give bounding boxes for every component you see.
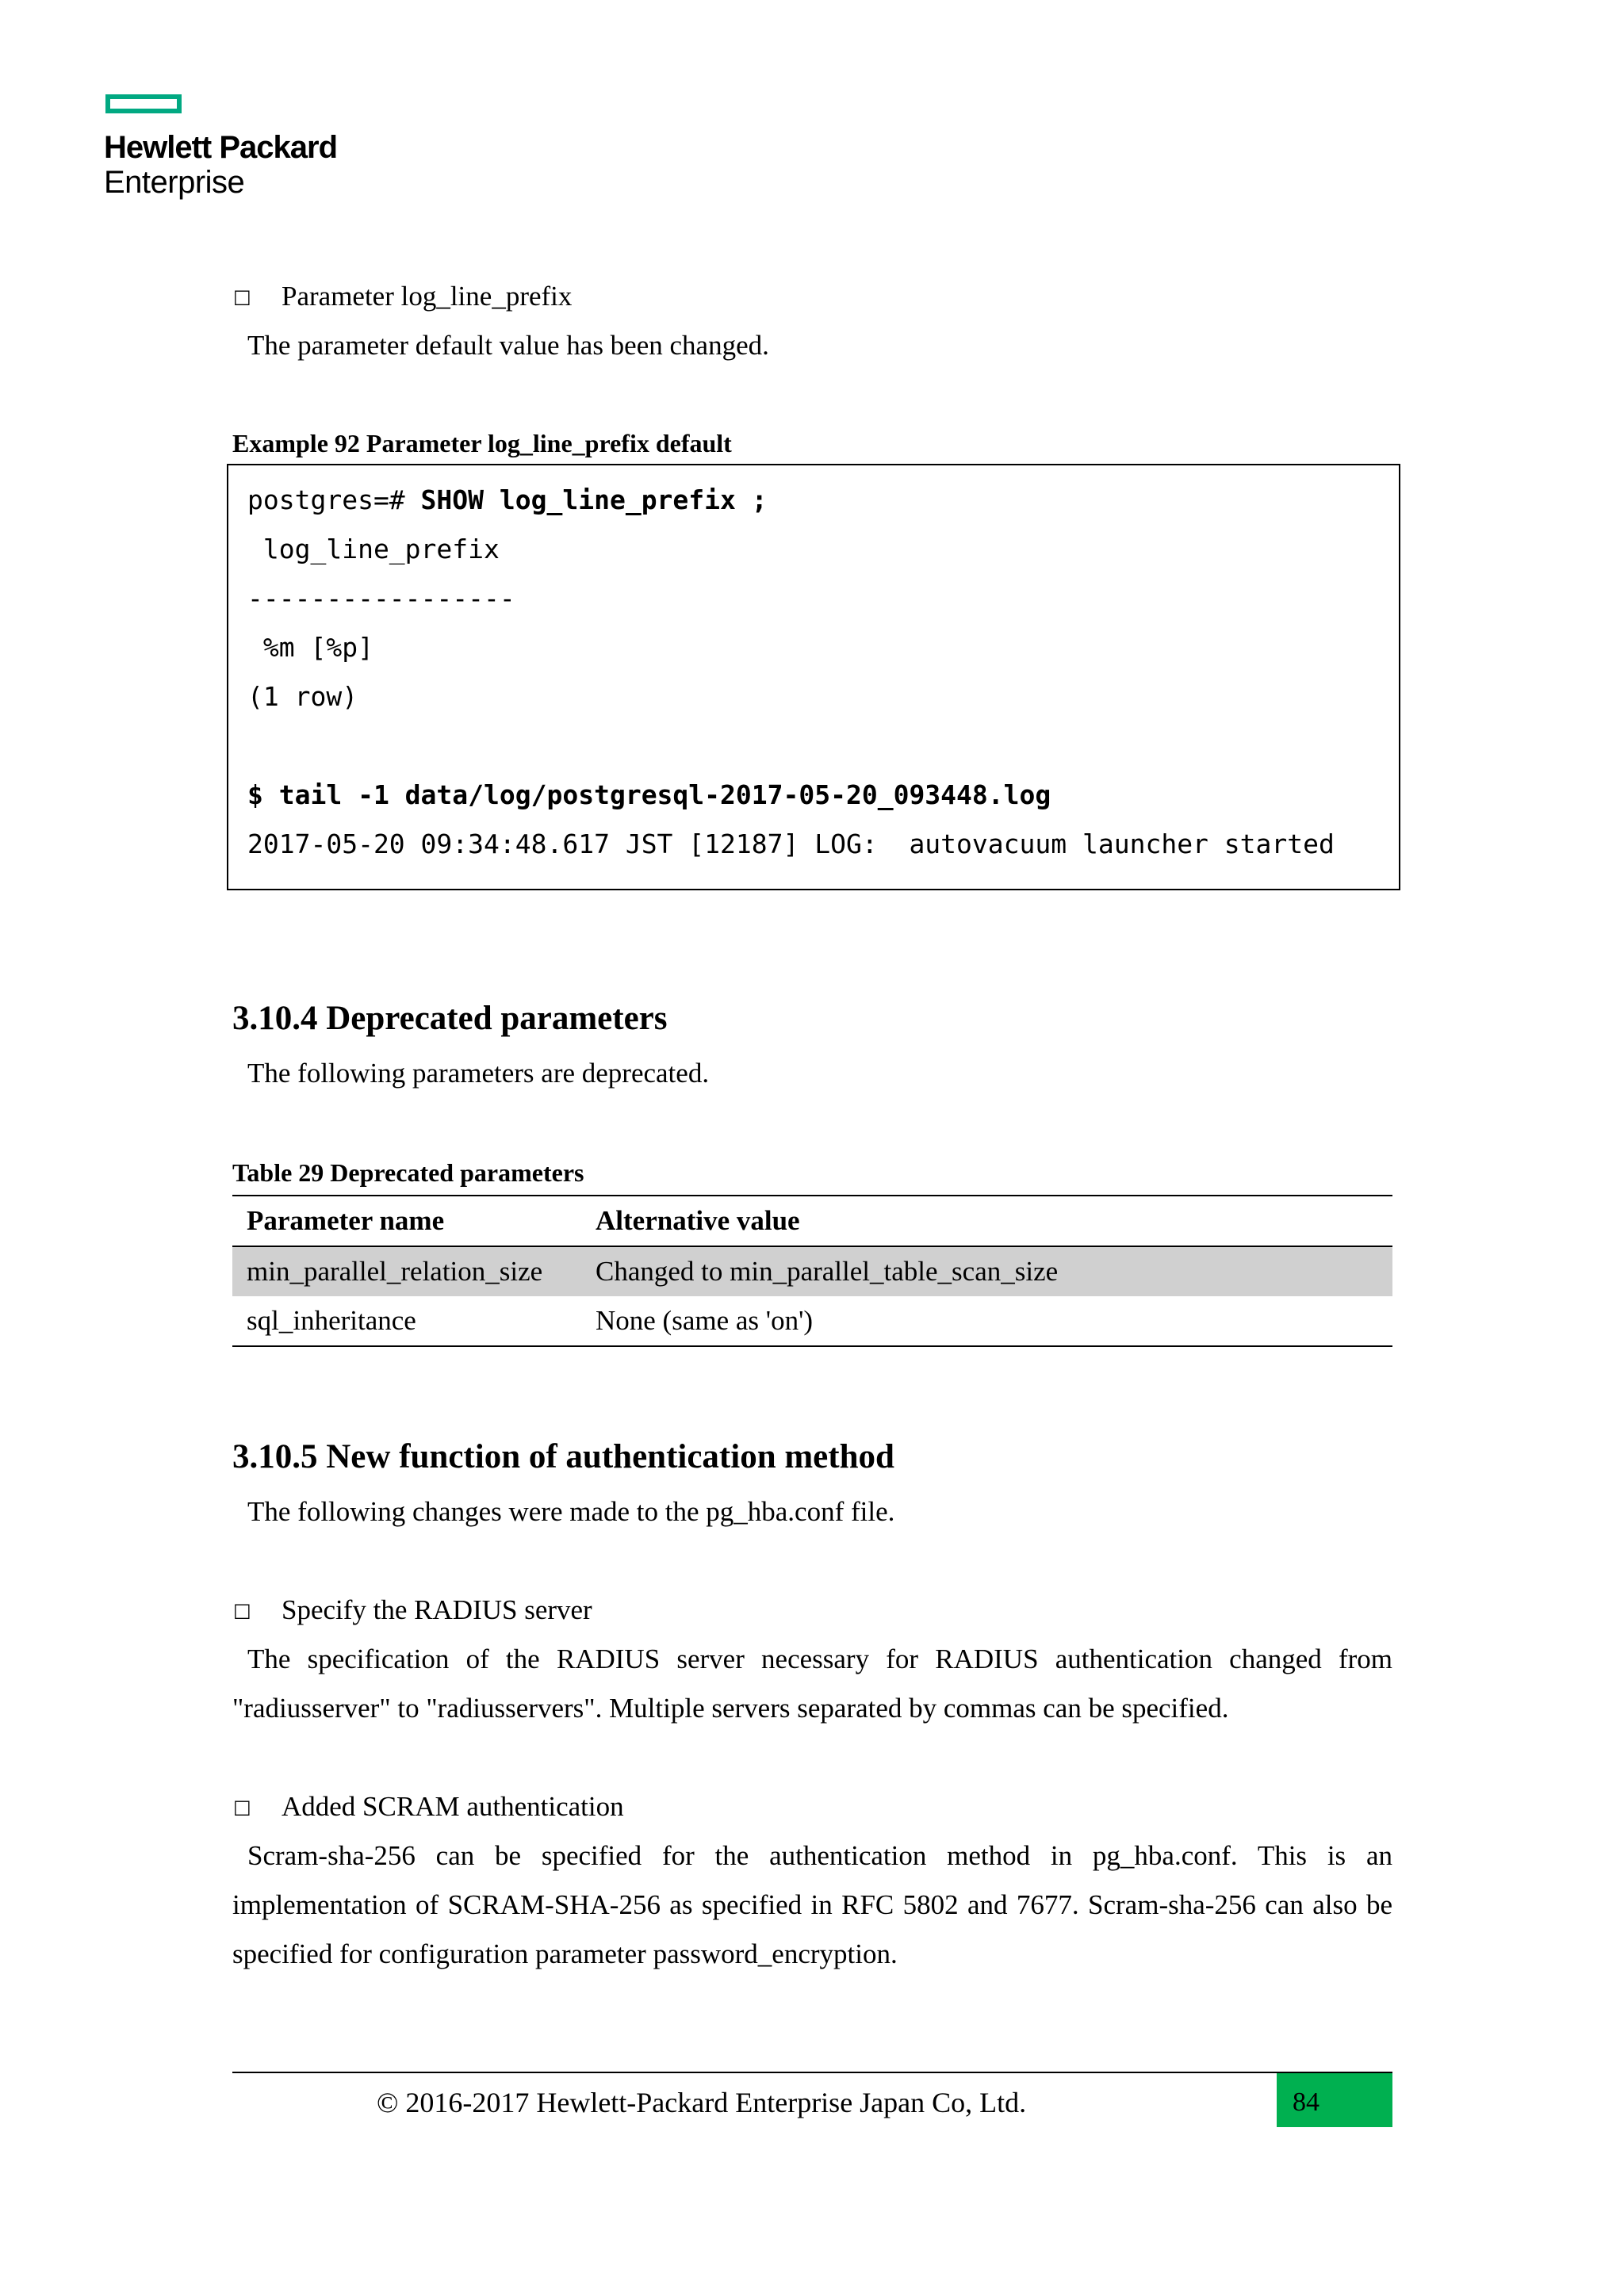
code-prompt: postgres=# xyxy=(247,484,421,515)
paragraph-radius-line-1: The specification of the RADIUS server necessary for RADIUS authentication changed from xyxy=(247,1644,1392,1674)
example-caption: Example 92 Parameter log_line_prefix default xyxy=(232,429,732,457)
footer-divider xyxy=(232,2072,1392,2073)
column-header-parameter-name: Parameter name xyxy=(232,1196,581,1246)
paragraph-scram-line-3: specified for configuration parameter password_encryption. xyxy=(232,1938,898,1969)
code-line-5: (1 row) xyxy=(247,681,358,712)
code-line-7: $ tail -1 data/log/postgresql-2017-05-20_093448.log xyxy=(247,779,1051,810)
table-cell: None (same as 'on') xyxy=(581,1296,1392,1346)
table-row xyxy=(232,1296,1392,1346)
table-row xyxy=(232,1246,1392,1296)
checkbox-bullet-icon: □ xyxy=(233,1599,251,1621)
column-header-alternative-value: Alternative value xyxy=(581,1196,1392,1246)
table-header-row xyxy=(232,1196,1392,1246)
checkbox-bullet-icon: □ xyxy=(233,285,251,308)
paragraph-radius-line-2: "radiusserver" to "radiusservers". Multiple servers separated by commas can be specified. xyxy=(232,1693,1229,1724)
code-command: SHOW log_line_prefix ; xyxy=(420,484,768,515)
code-line-1 xyxy=(247,484,768,516)
code-block xyxy=(227,464,1400,890)
bullet-title-scram: Added SCRAM authentication xyxy=(282,1791,624,1822)
bullet-title-log-line-prefix: Parameter log_line_prefix xyxy=(282,281,573,312)
bullet-title-radius: Specify the RADIUS server xyxy=(282,1594,592,1625)
table-cell: sql_inheritance xyxy=(232,1296,581,1346)
hpe-logo-mark xyxy=(105,94,182,113)
code-line-3: ----------------- xyxy=(247,583,515,614)
paragraph-default-changed: The parameter default value has been changed. xyxy=(247,330,769,361)
code-line-4: %m [%p] xyxy=(247,632,373,663)
table-cell: Changed to min_parallel_table_scan_size xyxy=(581,1246,1392,1296)
heading-3-10-4: 3.10.4 Deprecated parameters xyxy=(232,1000,668,1037)
footer-copyright: © 2016-2017 Hewlett-Packard Enterprise Japan Co, Ltd. xyxy=(377,2087,1027,2118)
logo-text-enterprise: Enterprise xyxy=(104,165,245,200)
checkbox-bullet-icon: □ xyxy=(233,1796,251,1818)
code-line-2: log_line_prefix xyxy=(247,534,500,564)
paragraph-auth-intro: The following changes were made to the pg_hba.conf file. xyxy=(247,1496,895,1527)
table-cell: min_parallel_relation_size xyxy=(232,1246,581,1296)
paragraph-scram-line-2: implementation of SCRAM-SHA-256 as specified in RFC 5802 and 7677. Scram-sha-256 can also be xyxy=(232,1889,1392,1920)
code-line-8: 2017-05-20 09:34:48.617 JST [12187] LOG: autovacuum launcher started xyxy=(247,828,1335,859)
paragraph-scram-line-1: Scram-sha-256 can be specified for the authentication method in pg_hba.conf. This is an xyxy=(247,1840,1392,1871)
logo-text-hewlett-packard: Hewlett Packard xyxy=(104,130,338,165)
heading-3-10-5: 3.10.5 New function of authentication method xyxy=(232,1438,894,1475)
paragraph-deprecated-intro: The following parameters are deprecated. xyxy=(247,1058,710,1089)
page-number: 84 xyxy=(1293,2087,1320,2117)
table-caption: Table 29 Deprecated parameters xyxy=(232,1158,584,1187)
deprecated-parameters-table xyxy=(232,1195,1392,1347)
